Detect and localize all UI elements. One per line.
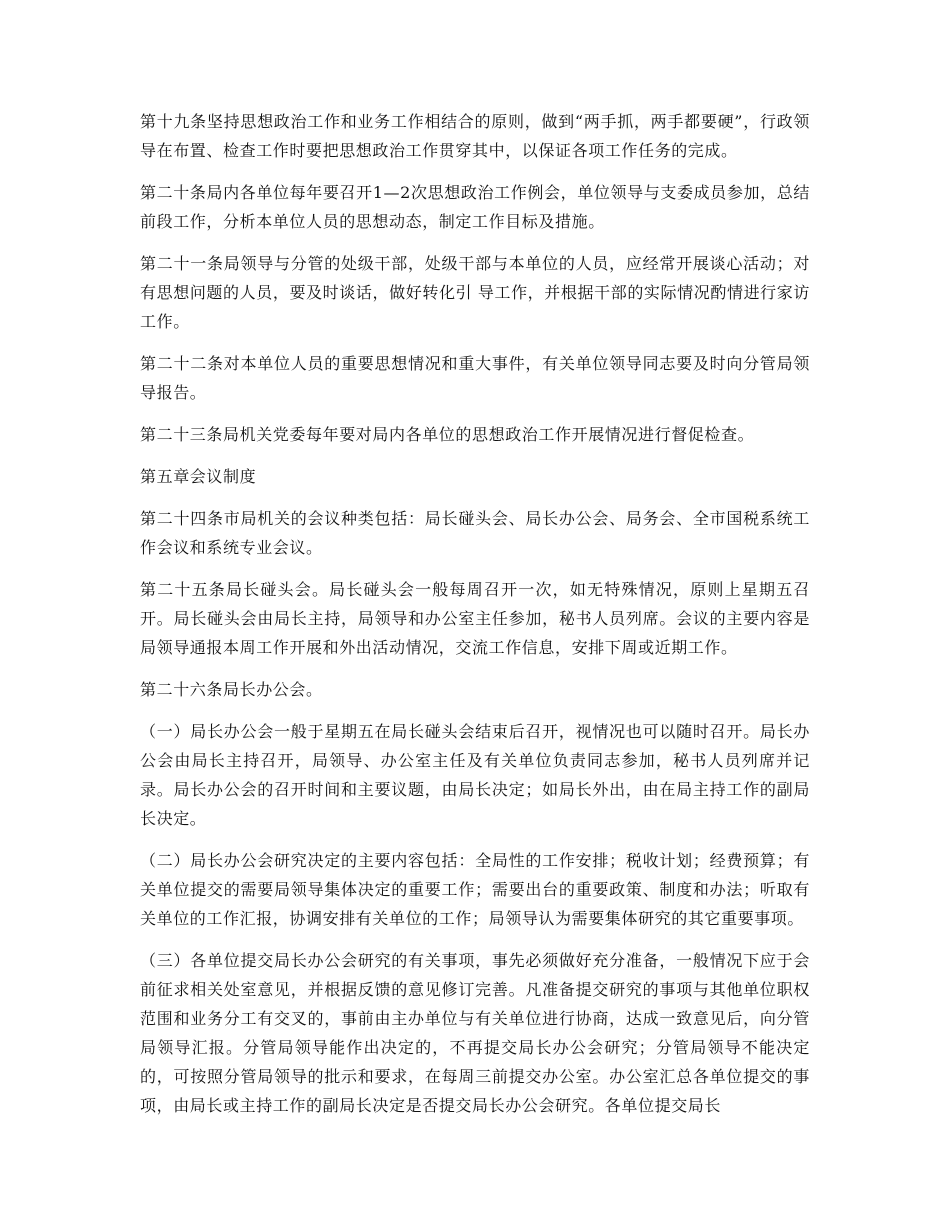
document-body [140,107,810,1133]
article-26-item-2: （二）局长办公会研究决定的主要内容包括：全局性的工作安排；税收计划；经费预算；有关单位提交的需要局领导集体决定的重要工作；需要出台的重要政策、制度和办法；听取有关单位的工作汇报，协调安排有关单位的工作；局领导认为需要集体研究的其它重要事项。 [140,851,810,928]
article-22-paragraph: 第二十二条对本单位人员的重要思想情况和重大事件，有关单位领导同志要及时向分管局领导报告。 [140,354,810,402]
article-26-item-3: （三）各单位提交局长办公会研究的有关事项，事先必须做好充分准备，一般情况下应于会前征求相关处室意见，并根据反馈的意见修订完善。凡准备提交研究的事项与其他单位职权范围和业务分工有交叉的，事前由主办单位与有关单位进行协商，达成一致意见后，向分管局领导汇报。分管局领导能作出决定的，不再提交局长办公会研究；分管局领导不能决定的，可按照分管局领导的批示和要求，在每周三前提交办公室。办公室汇总各单位提交的事项，由局长或主持工作的副局长决定是否提交局长办公会研究。各单位提交局长 [140,951,810,1115]
chapter-5-heading: 第五章会议制度 [140,467,257,486]
article-23-paragraph: 第二十三条局机关党委每年要对局内各单位的思想政治工作开展情况进行督促检查。 [140,425,755,444]
article-21-paragraph: 第二十一条局领导与分管的处级干部，处级干部与本单位的人员，应经常开展谈心活动；对有思想问题的人员，要及时谈话，做好转化引 导工作，并根据干部的实际情况酌情进行家访工作。 [140,254,810,331]
article-24-paragraph: 第二十四条市局机关的会议种类包括：局长碰头会、局长办公会、局务会、全市国税系统工作会议和系统专业会议。 [140,509,810,557]
article-25-paragraph: 第二十五条局长碰头会。局长碰头会一般每周召开一次，如无特殊情况，原则上星期五召开。局长碰头会由局长主持，局领导和办公室主任参加，秘书人员列席。会议的主要内容是局领导通报本周工作开展和外出活动情况，交流工作信息，安排下周或近期工作。 [140,580,810,657]
article-19-paragraph: 第十九条坚持思想政治工作和业务工作相结合的原则，做到“两手抓，两手都要硬”，行政领导在布置、检查工作时要把思想政治工作贯穿其中，以保证各项工作任务的完成。 [140,112,810,160]
article-20-paragraph: 第二十条局内各单位每年要召开1—2次思想政治工作例会，单位领导与支委成员参加，总结前段工作，分析本单位人员的思想动态，制定工作目标及措施。 [140,183,810,231]
article-26-paragraph: 第二十六条局长办公会。 [140,680,323,699]
article-26-item-1: （一）局长办公会一般于星期五在局长碰头会结束后召开，视情况也可以随时召开。局长办公会由局长主持召开，局领导、办公室主任及有关单位负责同志参加，秘书人员列席并记录。局长办公会的召开时间和主要议题，由局长决定；如局长外出，由在局主持工作的副局长决定。 [140,722,810,828]
